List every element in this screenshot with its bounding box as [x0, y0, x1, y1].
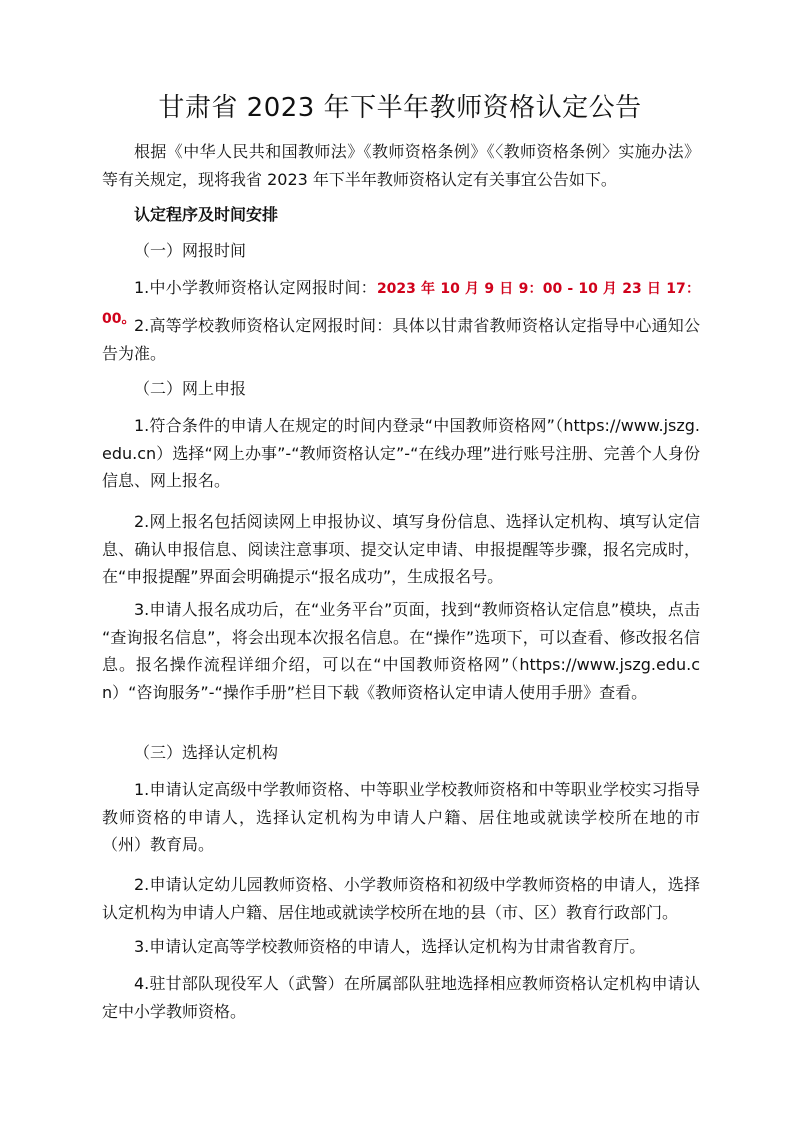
part2-heading: （二）网上申报 [134, 379, 247, 398]
part3-item3: 3.申请认定高等学校教师资格的申请人，选择认定机构为甘肃省教育厅。 [134, 937, 646, 956]
intro-paragraph: 根据《中华人民共和国教师法》《教师资格条例》《〈教师资格条例〉实施办法》等有关规定，现将我省 2023 年下半年教师资格认定有关事宜公告如下。 [102, 142, 700, 189]
part3-heading: （三）选择认定机构 [134, 743, 279, 762]
part2-item3: 3.申请人报名成功后，在“业务平台”页面，找到“教师资格认定信息”模块，点击 “查询报名信息”，将会出现本次报名信息。在“操作”选项下，可以查看、修改报名信息。报名操作流程详细介绍，可以在“中国教师资格网”（https://www.jszg.edu.cn）“咨询服务”-“操作手册”栏目下载《教师资格认定申请人使用手册》查看。 [102, 600, 700, 702]
item1-label: 1.中小学教师资格认定网报时间： [134, 278, 377, 297]
part3-item1: 1.申请认定高级中学教师资格、中等职业学校教师资格和中等职业学校实习指导教师资格的申请人，选择认定机构为申请人户籍、居住地或就读学校所在地的市（州）教育局。 [102, 780, 700, 854]
page-title: 甘肃省 2023 年下半年教师资格认定公告 [158, 93, 642, 123]
registration-time-highlight: 2023 年 10 月 9 日 9：00 - 10 月 23 日 17：00。 [102, 281, 700, 327]
part1-heading: （一）网报时间 [134, 241, 247, 260]
part2-item2: 2.网上报名包括阅读网上申报协议、填写身份信息、选择认定机构、填写认定信息、确认申报信息、阅读注意事项、提交认定申请、申报提醒等步骤，报名完成时，在“申报提醒”界面会明确提示“报名成功”，生成报名号。 [102, 512, 700, 586]
part1-item2: 2.高等学校教师资格认定网报时间：具体以甘肃省教师资格认定指导中心通知公告为准。 [102, 316, 700, 363]
part3-item4: 4.驻甘部队现役军人（武警）在所属部队驻地选择相应教师资格认定机构申请认定中小学教师资格。 [102, 974, 700, 1021]
section-heading: 认定程序及时间安排 [134, 205, 279, 224]
part2-item1: 1.符合条件的申请人在规定的时间内登录“中国教师资格网”（https://www.jszg.edu.cn）选择“网上办事”-“教师资格认定”-“在线办理”进行账号注册、完善个人身份信息、网上报名。 [102, 416, 700, 490]
part3-item2: 2.申请认定幼儿园教师资格、小学教师资格和初级中学教师资格的申请人，选择认定机构为申请人户籍、居住地或就读学校所在地的县（市、区）教育行政部门。 [102, 875, 700, 922]
